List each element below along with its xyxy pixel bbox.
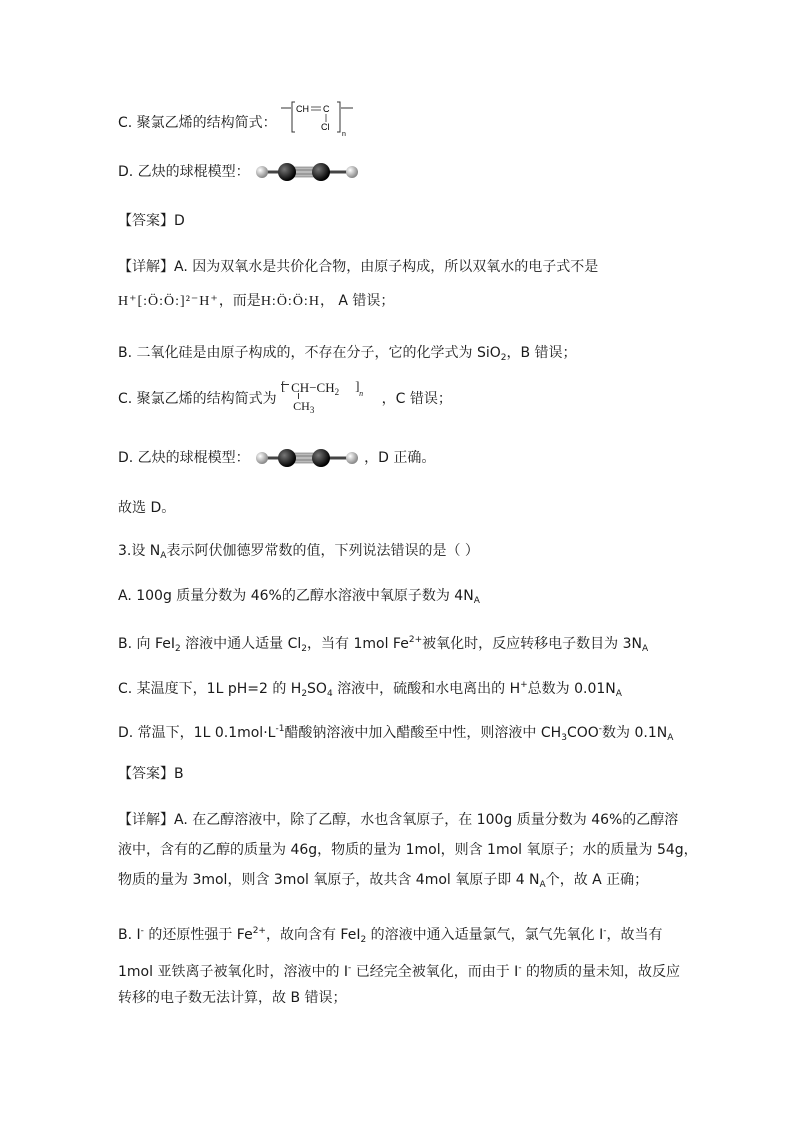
d2-b1-sub: 2 (360, 935, 367, 945)
q3-d-p2: 醋酸钠溶液中加入醋酸至中性，则溶液中 CH (284, 725, 562, 741)
detail-2-b-line-2 (118, 958, 680, 982)
q3-d-p1: D. 常温下，1L 0.1mol·L (118, 725, 276, 741)
carbon-ball-right (312, 163, 330, 181)
detail-1-tail: ， A 错误； (319, 293, 395, 309)
answer-2: 【答案】B (118, 766, 184, 782)
q3-stem-pre: 3.设 N (118, 543, 161, 559)
q3-d-p4: 数为 0.1N (602, 725, 668, 741)
q3-a-sub: A (473, 596, 480, 606)
acetylene-model-figure (254, 162, 364, 182)
question-3-option-d (118, 719, 673, 748)
q3-c-p3: 溶液中，硫酸和水电离出的 H (332, 681, 521, 697)
option-d-line (118, 162, 364, 182)
question-3-stem (118, 541, 479, 566)
q3-d-p3: COO (566, 725, 599, 741)
detail-1-d-post: ，D 正确。 (364, 450, 436, 466)
q3-d-s1: 3 (561, 733, 567, 743)
detail-1-b-post: ，B 错误； (506, 345, 577, 361)
hydrogen-ball-right (346, 166, 358, 178)
detail-1-a: 【详解】A. 因为双氧水是共价化合物，由原子构成，所以双氧水的电子式不是 (118, 259, 599, 275)
pp-top-sub: 2 (334, 387, 340, 397)
peroxide-right-formula: H:Ö:Ö:H (260, 294, 320, 309)
q3-c-p2: SO (307, 681, 327, 697)
pp-bottom: CH (293, 399, 310, 413)
question-3-option-a (118, 586, 480, 611)
detail-2-line-3 (118, 870, 648, 895)
q3-c-s1: 2 (301, 689, 308, 699)
pp-bottom-sub: 3 (309, 405, 315, 415)
question-3-option-c (118, 675, 622, 704)
q3-d-sub: A (667, 733, 674, 743)
detail-1-c (118, 378, 452, 415)
sio2-subscript: 2 (500, 353, 507, 363)
q3-b-sub: A (641, 644, 649, 654)
detail-1-formulas (118, 291, 394, 312)
answer-1: 【答案】D (118, 213, 185, 229)
option-c-text: C. 聚氯乙烯的结构简式： (118, 115, 277, 131)
pvc-n: n (342, 131, 347, 138)
detail-1-d-pre: D. 乙炔的球棍模型： (118, 450, 250, 466)
q3-d-sup: -1 (275, 724, 285, 734)
d2-b1-p1: B. I (118, 927, 141, 943)
carbon-ball-left (278, 163, 296, 181)
q3-b-p1: B. 向 FeI (118, 636, 175, 652)
hydrogen-ball-left (256, 166, 268, 178)
q3-b-p2: 溶液中通人适量 Cl (180, 636, 302, 652)
q3-stem-post: 表示阿伏伽德罗常数的值，下列说法错误的是（ ） (166, 543, 479, 559)
detail-1-d (118, 448, 435, 468)
q3-c-sub: A (615, 689, 622, 699)
d2-b1-sup2: 2+ (252, 926, 266, 936)
detail-1-c-post: ，C 错误； (381, 391, 452, 407)
detail-2-b-line-3: 转移的电子数无法计算，故 B 错误； (118, 990, 347, 1006)
d2-b2-p3: 的物质的量未知，故反应 (521, 964, 681, 980)
q3-c-sup: + (520, 680, 528, 690)
d2-b1-p2: 的还原性强于 Fe (143, 927, 253, 943)
d2-b1-sup3: - (603, 926, 607, 936)
detail-2-l3: 物质的量为 3mol，则含 3mol 氧原子，故共含 4mol 氧原子即 4 N (118, 872, 540, 888)
d2-b1-p5: ，故当有 (606, 927, 663, 943)
q3-b-sup: 2+ (408, 635, 423, 645)
pvc-cl: Cl (321, 122, 330, 132)
pvc-structure-figure (281, 100, 359, 140)
conclusion-1: 故选 D。 (118, 500, 176, 516)
d2-b2-p1: 1mol 亚铁离子被氧化时，溶液中的 I (118, 964, 349, 980)
q3-c-s2: 4 (326, 689, 333, 699)
d2-b1-sup: - (140, 926, 144, 936)
q3-c-p1: C. 某温度下，1L pH=2 的 H (118, 681, 302, 697)
q3-b-s1: 2 (174, 644, 181, 654)
acetylene-model-figure-2 (254, 448, 364, 468)
d2-b1-p3: ，故向含有 FeI (265, 927, 361, 943)
detail-2-b-line-1 (118, 921, 662, 950)
d2-b2-sup2: - (518, 963, 522, 973)
q3-stem-sub: A (160, 551, 167, 561)
q3-b-p3: ，当有 1mol Fe (307, 636, 409, 652)
d2-b2-p2: 已经完全被氧化，而由于 I (351, 964, 519, 980)
detail-2-line-1: 【详解】A. 在乙醇溶液中，除了乙醇，水也含氧原子，在 100g 质量分数为 46%的乙醇溶 (118, 812, 679, 828)
option-c-line (118, 106, 359, 140)
detail-1-b (118, 343, 577, 368)
detail-2-l3-post: 个，故 A 正确； (545, 872, 649, 888)
question-3-option-b (118, 630, 648, 659)
d2-b2-sup: - (348, 963, 352, 973)
detail-1-c-pre: C. 聚氯乙烯的结构简式为 (118, 391, 277, 407)
pvc-ch: CH (296, 104, 310, 114)
detail-2-l3-sub: A (539, 880, 546, 890)
detail-1-mid: ，而是 (218, 293, 261, 309)
pp-n: n (359, 389, 364, 398)
pp-top: CH−CH (291, 380, 335, 395)
d2-b1-p4: 的溶液中通入适量氯气，氯气先氧化 I (366, 927, 604, 943)
option-d-text: D. 乙炔的球棍模型： (118, 164, 250, 180)
q3-b-s2: 2 (301, 644, 308, 654)
detail-2-line-2: 液中，含有的乙醇的质量为 46g，物质的量为 1mol，则含 1mol 氧原子；水的质量为 54g， (118, 842, 698, 858)
detail-1-b-pre: B. 二氧化硅是由原子构成的，不存在分子，它的化学式为 SiO (118, 345, 501, 361)
polypropylene-formula: [ $CH-CH_2$ ] n $CH_3$ (281, 378, 364, 415)
peroxide-wrong-formula: H⁺[:Ö:Ö:]²⁻H⁺ (118, 294, 219, 309)
q3-d-sup2: - (598, 724, 603, 734)
q3-c-p4: 总数为 0.01N (527, 681, 616, 697)
pvc-c: C (323, 104, 330, 114)
q3-a-text: A. 100g 质量分数为 46%的乙醇水溶液中氧原子数为 4N (118, 588, 474, 604)
q3-b-p4: 被氧化时，反应转移电子数目为 3N (422, 636, 642, 652)
